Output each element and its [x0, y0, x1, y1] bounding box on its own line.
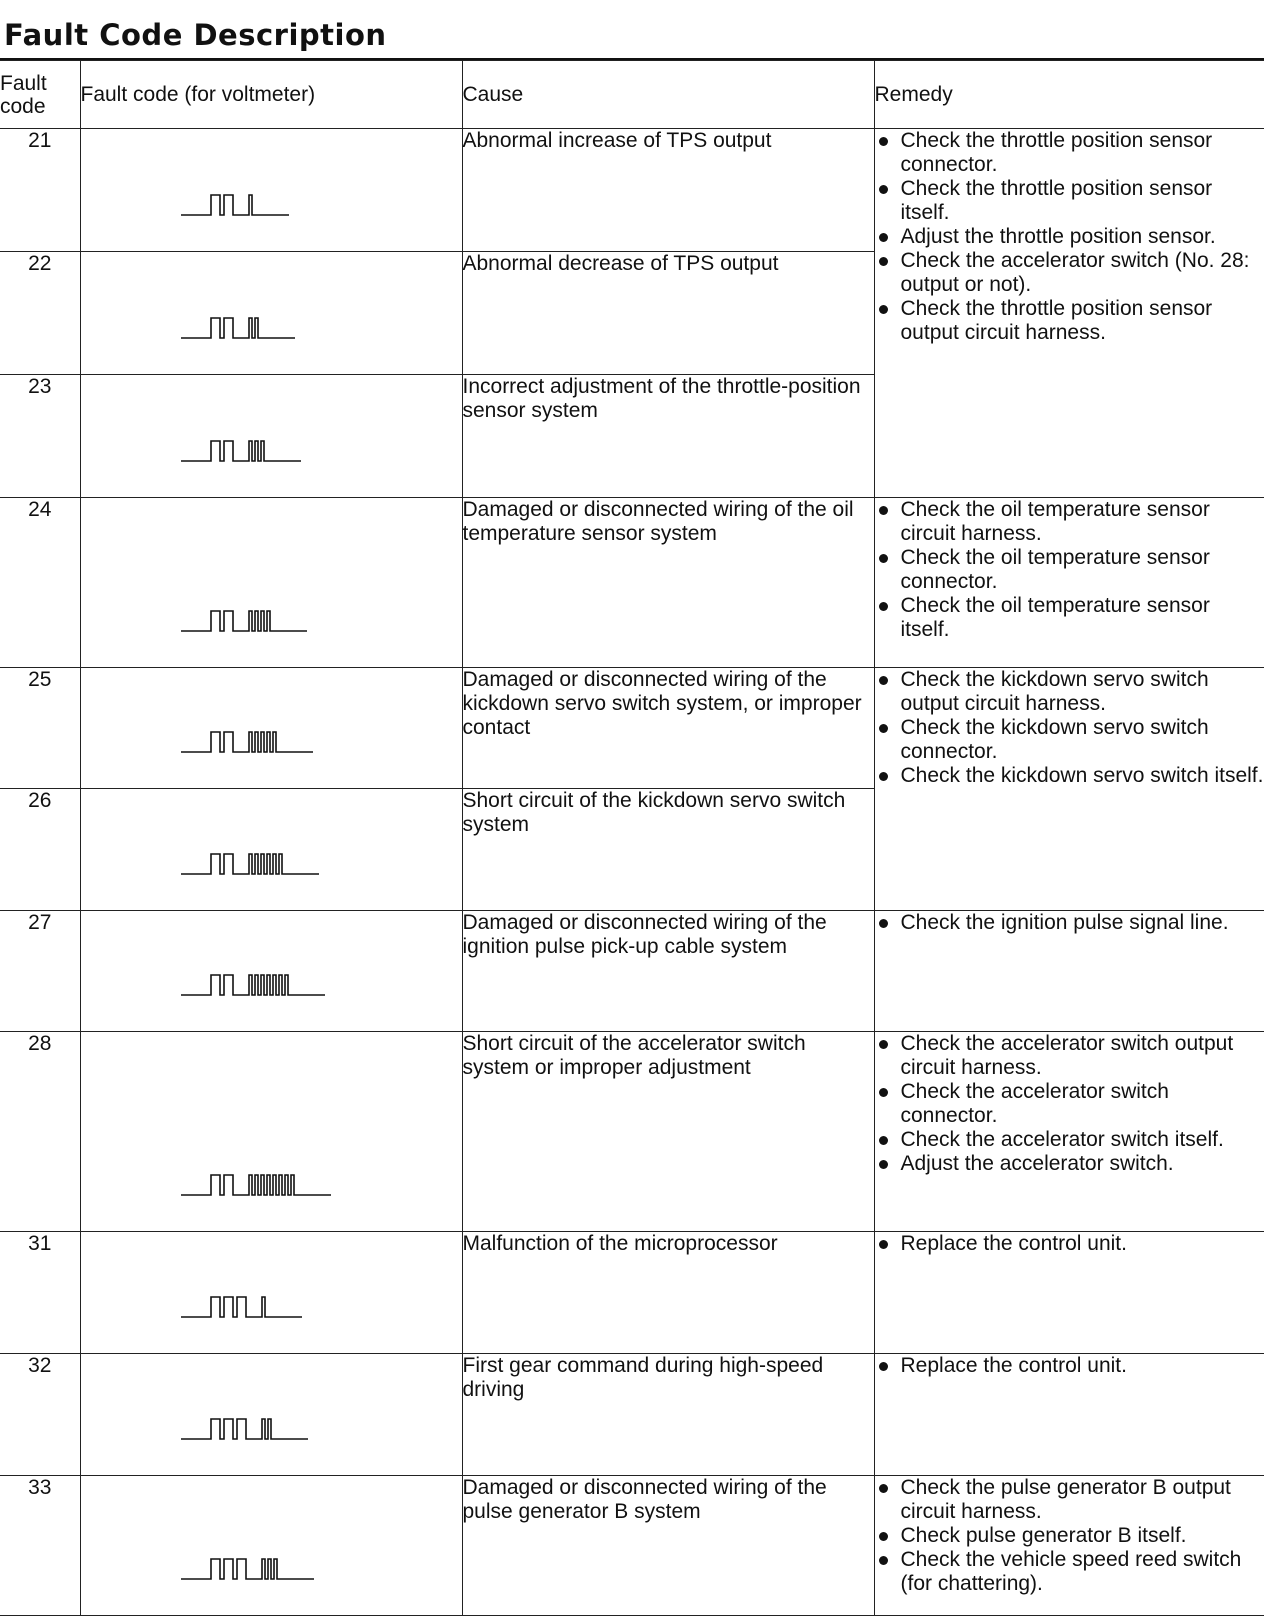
pulse-trace [181, 1297, 302, 1317]
table-row [0, 1354, 1264, 1476]
remedy-item: Adjust the accelerator switch. [875, 1152, 1264, 1176]
remedy-item: Check the accelerator switch output circuit harness. [875, 1032, 1264, 1080]
cause-cell: Damaged or disconnected wiring of the oil temperature sensor system [462, 498, 874, 668]
remedy-item: Check the throttle position sensor connector. [875, 129, 1264, 177]
fault-code-table [0, 60, 1264, 1616]
voltmeter-waveform [181, 1417, 310, 1441]
fault-code: 28 [0, 1032, 80, 1232]
fault-code: 21 [0, 129, 80, 252]
remedy-list [875, 1476, 1264, 1596]
table-row [0, 498, 1264, 668]
remedy-cell [874, 129, 1264, 498]
pulse-trace [181, 732, 313, 752]
table-row [0, 668, 1264, 789]
cause-cell: Abnormal increase of TPS output [462, 129, 874, 252]
remedy-item: Check the throttle position sensor itself. [875, 177, 1264, 225]
cause-cell: Damaged or disconnected wiring of the kickdown servo switch system, or improper contact [462, 668, 874, 789]
voltmeter-waveform [181, 1173, 333, 1197]
remedy-cell [874, 668, 1264, 911]
voltmeter-waveform [181, 316, 297, 340]
header-remedy: Remedy [874, 61, 1264, 129]
remedy-list [875, 498, 1264, 642]
remedy-item: Check pulse generator B itself. [875, 1524, 1264, 1548]
remedy-item: Adjust the throttle position sensor. [875, 225, 1264, 249]
pulse-trace [181, 1175, 331, 1195]
remedy-item: Replace the control unit. [875, 1354, 1264, 1378]
pulse-trace [181, 975, 325, 995]
pulse-trace [181, 318, 295, 338]
voltmeter-waveform [181, 730, 315, 754]
remedy-item: Check the vehicle speed reed switch (for chattering). [875, 1548, 1264, 1596]
waveform-cell [80, 911, 462, 1032]
remedy-item: Check the ignition pulse signal line. [875, 911, 1264, 935]
cause-cell: Short circuit of the kickdown servo switch system [462, 789, 874, 911]
remedy-list [875, 1232, 1264, 1256]
pulse-trace [181, 611, 307, 631]
voltmeter-waveform [181, 1295, 304, 1319]
remedy-item: Check the throttle position sensor output circuit harness. [875, 297, 1264, 345]
voltmeter-waveform [181, 193, 291, 217]
voltmeter-waveform [181, 609, 309, 633]
voltmeter-waveform [181, 973, 327, 997]
voltmeter-waveform [181, 439, 303, 463]
remedy-list [875, 1354, 1264, 1378]
waveform-cell [80, 252, 462, 375]
remedy-item: Check the pulse generator B output circuit harness. [875, 1476, 1264, 1524]
remedy-item: Replace the control unit. [875, 1232, 1264, 1256]
pulse-trace [181, 195, 289, 215]
fault-code: 24 [0, 498, 80, 668]
waveform-cell [80, 498, 462, 668]
remedy-list [875, 1032, 1264, 1176]
cause-cell: Short circuit of the accelerator switch system or improper adjustment [462, 1032, 874, 1232]
remedy-list [875, 129, 1264, 345]
header-row [0, 61, 1264, 129]
table-row [0, 1032, 1264, 1232]
cause-cell: Incorrect adjustment of the throttle-position sensor system [462, 375, 874, 498]
waveform-cell [80, 129, 462, 252]
fault-code: 32 [0, 1354, 80, 1476]
cause-cell: First gear command during high-speed driving [462, 1354, 874, 1476]
header-cause: Cause [462, 61, 874, 129]
waveform-cell [80, 1476, 462, 1616]
cause-cell: Abnormal decrease of TPS output [462, 252, 874, 375]
remedy-item: Check the oil temperature sensor itself. [875, 594, 1264, 642]
fault-code: 25 [0, 668, 80, 789]
waveform-cell [80, 668, 462, 789]
header-voltmeter: Fault code (for voltmeter) [80, 61, 462, 129]
waveform-cell [80, 1354, 462, 1476]
pulse-trace [181, 1559, 314, 1579]
remedy-cell [874, 498, 1264, 668]
page-title: Fault Code Description [4, 18, 387, 52]
table-row [0, 1476, 1264, 1616]
table-row [0, 129, 1264, 252]
remedy-item: Check the accelerator switch (No. 28: output or not). [875, 249, 1264, 297]
fault-code: 26 [0, 789, 80, 911]
remedy-cell [874, 911, 1264, 1032]
fault-code: 23 [0, 375, 80, 498]
remedy-list [875, 911, 1264, 935]
remedy-item: Check the kickdown servo switch itself. [875, 764, 1264, 788]
remedy-cell [874, 1232, 1264, 1354]
voltmeter-waveform [181, 1557, 316, 1581]
remedy-item: Check the kickdown servo switch connector. [875, 716, 1264, 764]
pulse-trace [181, 1419, 308, 1439]
cause-cell: Damaged or disconnected wiring of the pulse generator B system [462, 1476, 874, 1616]
remedy-item: Check the accelerator switch connector. [875, 1080, 1264, 1128]
remedy-item: Check the accelerator switch itself. [875, 1128, 1264, 1152]
waveform-cell [80, 375, 462, 498]
table-row [0, 911, 1264, 1032]
cause-cell: Malfunction of the microprocessor [462, 1232, 874, 1354]
fault-code: 27 [0, 911, 80, 1032]
remedy-item: Check the kickdown servo switch output circuit harness. [875, 668, 1264, 716]
waveform-cell [80, 789, 462, 911]
voltmeter-waveform [181, 852, 321, 876]
pulse-trace [181, 854, 319, 874]
remedy-cell [874, 1032, 1264, 1232]
header-fault-code: Fault code [0, 61, 80, 129]
fault-code: 33 [0, 1476, 80, 1616]
waveform-cell [80, 1032, 462, 1232]
pulse-trace [181, 441, 301, 461]
table-row [0, 1232, 1264, 1354]
remedy-item: Check the oil temperature sensor circuit harness. [875, 498, 1264, 546]
fault-code: 22 [0, 252, 80, 375]
fault-code: 31 [0, 1232, 80, 1354]
remedy-item: Check the oil temperature sensor connector. [875, 546, 1264, 594]
remedy-cell [874, 1476, 1264, 1616]
cause-cell: Damaged or disconnected wiring of the ignition pulse pick-up cable system [462, 911, 874, 1032]
remedy-cell [874, 1354, 1264, 1476]
remedy-list [875, 668, 1264, 788]
waveform-cell [80, 1232, 462, 1354]
